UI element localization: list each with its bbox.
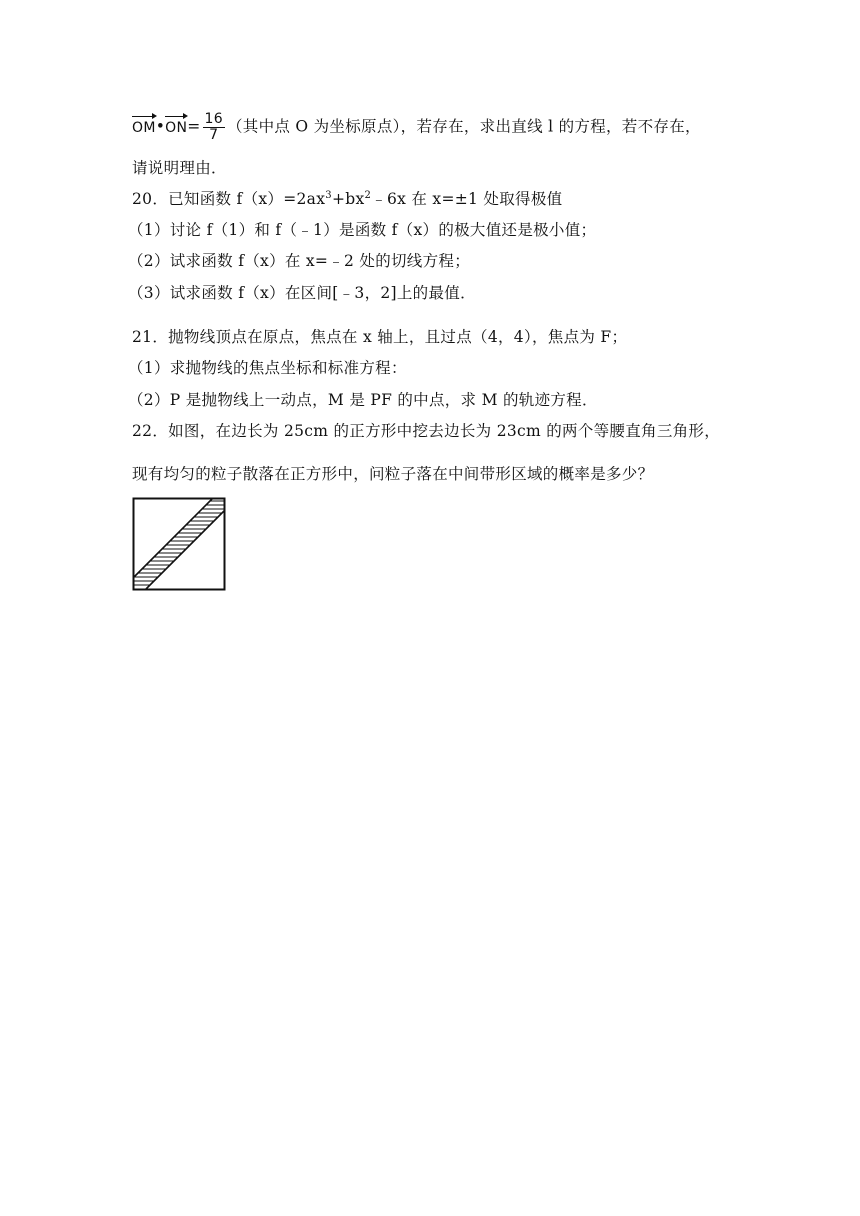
q20-exponent-2: 2 <box>364 190 372 201</box>
question-21-part-2: （2）P 是抛物线上一动点，M 是 PF 的中点，求 M 的轨迹方程． <box>128 391 598 409</box>
vector-on: ON <box>165 113 187 139</box>
q20-mid: +bx <box>331 190 365 208</box>
question-20-part-3: （3）试求函数 f（x）在区间[﹣3，2]上的最值． <box>128 284 476 302</box>
question-19-text: （其中点 O 为坐标原点），若存在，求出直线 l 的方程，若不存在， <box>226 117 701 136</box>
outer-square <box>134 499 225 590</box>
q20-suffix: ﹣6x 在 x=±1 处取得极值 <box>371 190 563 208</box>
question-20-part-1: （1）讨论 f（1）和 f（﹣1）是函数 f（x）的极大值还是极小值； <box>128 221 597 239</box>
question-22-stem: 22．如图，在边长为 25cm 的正方形中挖去边长为 23cm 的两个等腰直角三角形， <box>132 422 721 440</box>
vector-om: OM <box>132 113 156 139</box>
question-19-end: 请说明理由． <box>132 159 227 177</box>
dot-product-symbol: • <box>155 117 166 136</box>
q20-prefix: 20．已知函数 f（x）=2ax <box>132 190 326 208</box>
question-22-stem-cont: 现有均匀的粒子散落在正方形中，问粒子落在中间带形区域的概率是多少？ <box>132 465 654 483</box>
q20-exponent-3: 3 <box>325 190 332 201</box>
fraction-denominator: 7 <box>209 127 219 143</box>
fraction-numerator: 16 <box>204 111 223 127</box>
question-21-stem: 21．抛物线顶点在原点，焦点在 x 轴上，且过点（4，4），焦点为 F； <box>132 328 628 346</box>
fraction-16-7 <box>203 112 225 143</box>
equals-sign: = <box>187 117 201 136</box>
square-strip-figure <box>132 497 226 591</box>
question-21-part-1: （1）求抛物线的焦点坐标和标准方程： <box>128 359 407 377</box>
question-20-part-2: （2）试求函数 f（x）在 x=﹣2 处的切线方程； <box>128 252 471 270</box>
question-20-stem <box>132 188 562 210</box>
question-19-continuation <box>132 112 701 143</box>
